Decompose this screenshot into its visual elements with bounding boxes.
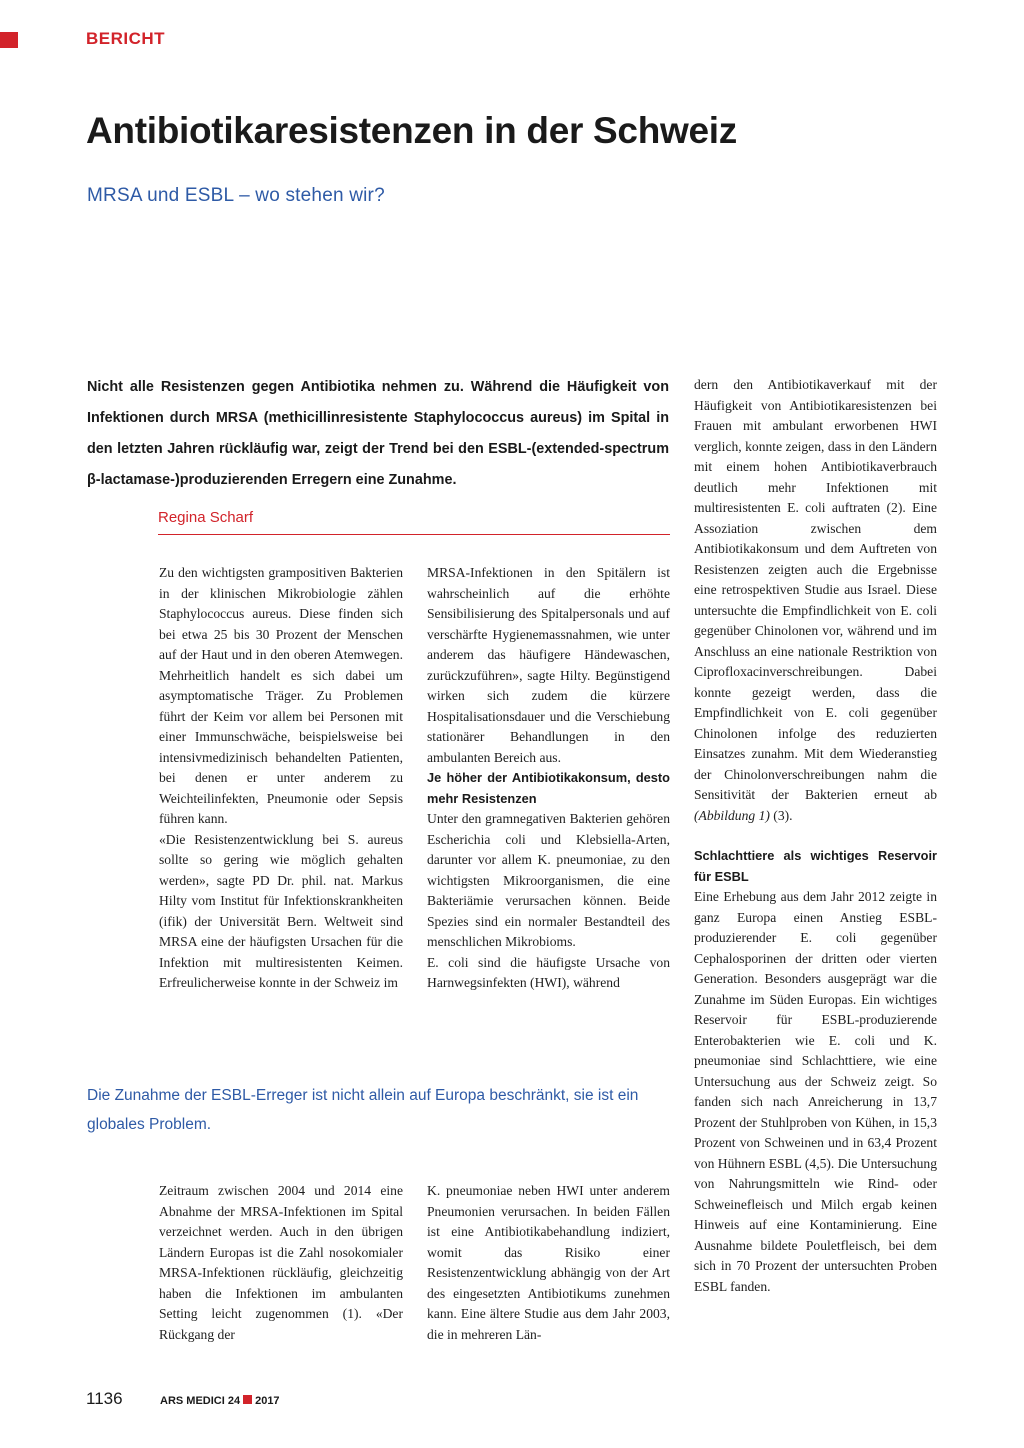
body-paragraph: Unter den gramnegativen Bakterien gehören Escherichia coli und Klebsiella-Arten, darunter vor allem K. pneumoniae, zu den wichtigsten Mikroorganismen, die eine Bakteriämie verursachen können. Beide Spezies sind ein normaler Bestandteil des menschlichen Mikrobioms. [427,811,670,949]
body-column-1-top [159,563,403,994]
body-paragraph [694,375,937,826]
section-marker [0,32,18,48]
author-divider [158,534,670,535]
journal-footer [160,1395,280,1407]
body-paragraph: «Die Resistenzentwicklung bei S. aureus sollte so gering wie möglich gehalten werden», sagte PD Dr. phil. nat. Markus Hilty vom Institut für Infektionskrankheiten (ifik) der Universität Bern. Weltweit sind MRSA eine der häufigsten Ursachen für die Infektion mit multiresistenten Keimen. Erfreulicherweise konnte in der Schweiz im [159,831,403,990]
body-paragraph: Zu den wichtigsten grampositiven Bakterien in der klinischen Mikrobiologie zählen Staphylococcus aureus. Diese finden sich bei etwa 25 bis 30 Prozent der Menschen auf der Haut und in den oberen Atemwegen. Mehrheitlich handelt es sich dabei um asymptomatische Träger. Zu Problemen führt der Keim vor allem bei Personen mit einer Immunschwäche, beispielsweise bei intensivmedizinisch behandelten Patienten, bei denen er unter anderem zu Weichteilinfekten, Pneumonie oder Sepsis führen kann. [159,565,403,826]
body-paragraph: Zeitraum zwischen 2004 und 2014 eine Abnahme der MRSA-Infektionen im Spital verzeichnet werden. Auch in den übrigen Ländern Europas ist die Zahl nosokomialer MRSA-Infektionen rückläufig, gleichzeitig haben die Infektionen im ambulanten Setting leicht zugenommen (1). «Der Rückgang der [159,1183,403,1342]
body-paragraph: MRSA-Infektionen in den Spitälern ist wahrscheinlich auf die erhöhte Sensibilisierung des Spitalpersonals und auf verschärfte Hygienemassnahmen, wie unter anderem das häufigere Händewaschen, zurückzuführen», sagte Hilty. Begünstigend wirken sich zudem die kürzere Hospitalisationsdauer und die Verschiebung stationärer Behandlungen in den ambulanten Bereich aus. [427,565,670,765]
body-text: dern den Antibiotikaverkauf mit der Häufigkeit von Antibiotikaresistenzen bei Frauen mit ambulant erworbenen HWI verglich, konnte zeigen, dass in den Ländern mit einem hohen Antibiotikaverbrauch deutlich mehr Infektionen mit multiresistenten E. coli auftraten (2). Eine Assoziation zwischen dem Antibiotikakonsum und dem Auftreten von Resistenzen zeigten auch die Ergebnisse eine retrospektiven Studie aus Israel. Diese untersuchte die Empfindlichkeit von E. coli gegenüber Chinolonen vor, während und im Anschluss an eine nationale Restriktion von Ciprofloxacinverschreibungen. Dabei konnte gezeigt werden, dass die Empfindlichkeit von E. coli gegenüber Chinolonen infolge des reduzierten Einsatzes zunahm. Mit dem Wiederanstieg der Chinolonverschreibungen nahm die Sensitivität der Bakterien erneut ab [694,377,937,802]
pull-quote: Die Zunahme der ESBL-Erreger ist nicht allein auf Europa beschränkt, sie ist ein globales Problem. [87,1087,639,1133]
article-title: Antibiotikaresistenzen in der Schweiz [86,110,737,151]
footer-marker [243,1395,252,1404]
journal-year: 2017 [255,1395,280,1407]
section-heading: Schlachttiere als wichtiges Reservoir für ESBL [694,848,937,884]
section-label: BERICHT [86,29,166,48]
page-number: 1136 [86,1389,123,1408]
article-subtitle: MRSA und ESBL – wo stehen wir? [87,185,385,206]
author-name: Regina Scharf [158,509,254,526]
article-lead: Nicht alle Resistenzen gegen Antibiotika nehmen zu. Während die Häufigkeit von Infektionen durch MRSA (methicillinresistente Staphylococcus aureus) im Spital in den letzten Jahren rückläufig war, zeigt der Trend bei den ESBL-(extended-spectrum β-lactamase-)produzierenden Erregern eine Zunahme. [87,379,669,488]
body-column-3 [694,375,937,1297]
section-heading: Je höher der Antibiotikakonsum, desto mehr Resistenzen [427,770,670,806]
body-paragraph: K. pneumoniae neben HWI unter anderem Pneumonien verursachen. In beiden Fällen ist eine Antibiotikabehandlung indiziert, womit das Risiko einer Resistenzentwicklung abhängig von der Art des eingesetzten Antibiotikums zunehmen kann. Eine ältere Studie aus dem Jahr 2003, die in mehreren Län- [427,1183,670,1342]
body-column-2-top [427,563,670,994]
journal-name: ARS MEDICI 24 [160,1395,241,1407]
body-column-2-bottom [427,1181,670,1345]
body-paragraph: Eine Erhebung aus dem Jahr 2012 zeigte in ganz Europa einen Anstieg ESBL-produzierender E. coli gegenüber Cephalosporinen der dritten oder vierten Generation. Besonders ausgeprägt war die Zunahme im Süden Europas. Ein wichtiges Reservoir für ESBL-produzierende Enterobakterien wie E. coli und K. pneumoniae sind Schlachttiere, wie eine Untersuchung aus der Schweiz zeigt. So fanden sich nach Anreicherung in 13,7 Prozent der Stuhlproben von Kühen, in 15,3 Prozent von Schweinen und in 63,4 Prozent von Hühnern ESBL (4,5). Die Untersuchung von Nahrungsmitteln wie Rind- oder Schweinefleisch und Milch ergab keinen Hinweis auf eine Kontaminierung. Eine Ausnahme bildete Pouletfleisch, bei dem sich in 70 Prozent der untersuchten Proben ESBL fanden. [694,889,938,1294]
body-paragraph: E. coli sind die häufigste Ursache von Harnwegsinfekten (HWI), während [427,954,670,990]
body-column-1-bottom [159,1181,403,1345]
figure-reference: (Abbildung 1) [694,807,770,823]
body-text: (3). [769,807,793,823]
